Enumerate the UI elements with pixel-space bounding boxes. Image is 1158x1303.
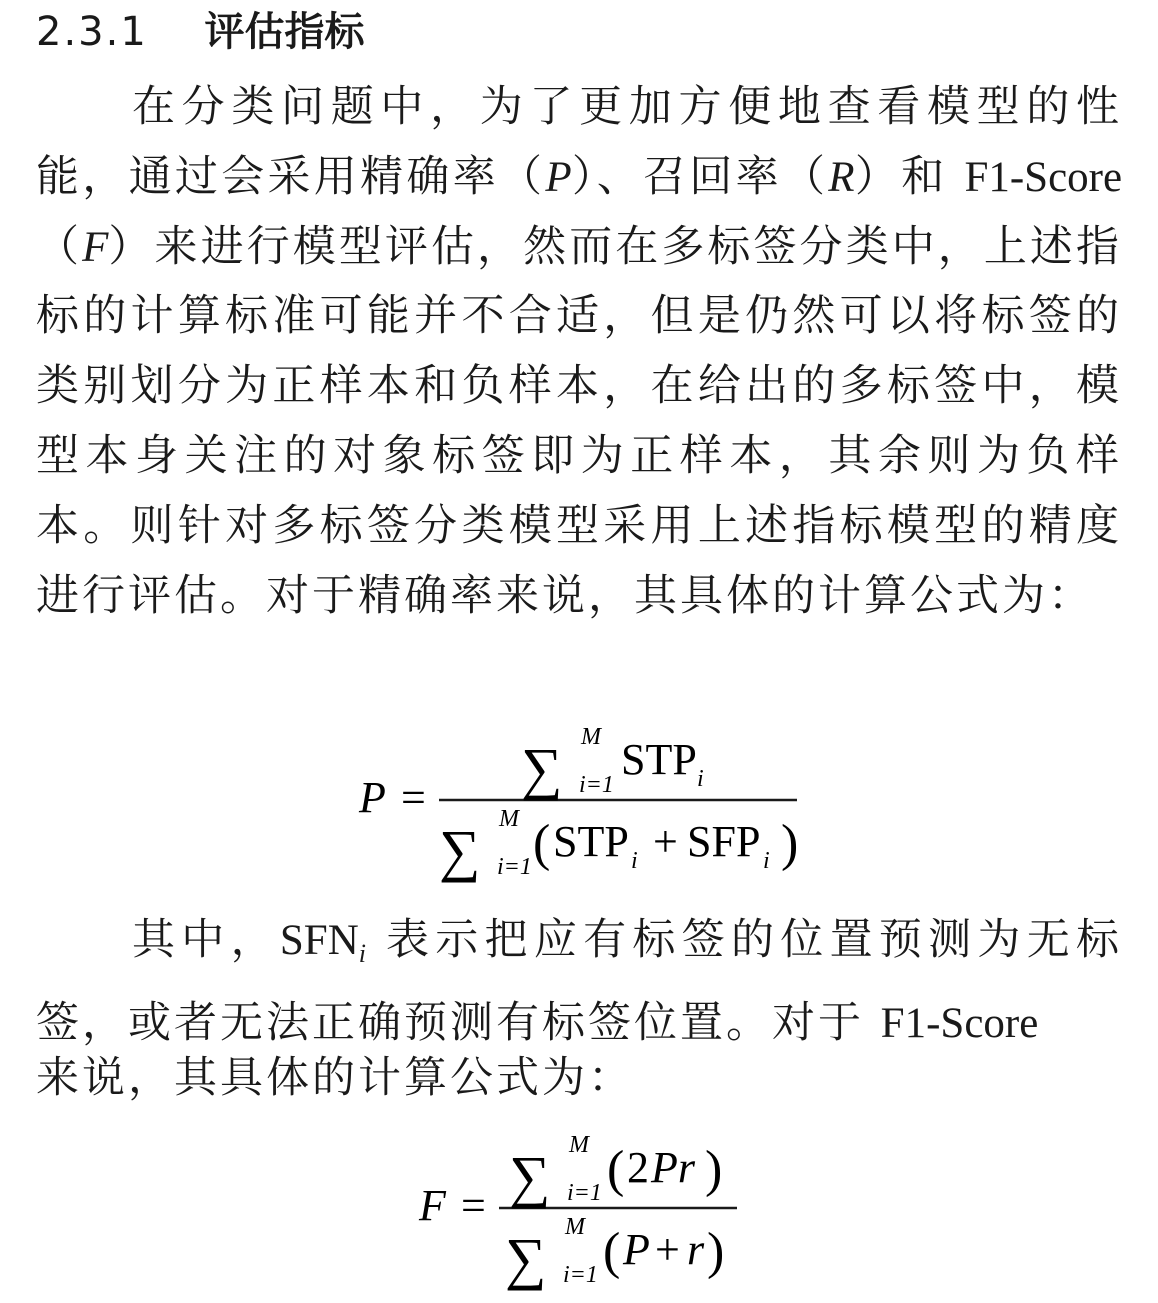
paragraph-text: 表示把应有标签的位置预测为无标签，或者无法正确预测有标签位置。对于 xyxy=(36,915,1123,1048)
numerator-sum-upper: M xyxy=(581,724,601,750)
variable-p: P xyxy=(545,153,572,201)
term-sfn: SFN xyxy=(279,917,359,964)
denominator-paren-open: ( xyxy=(603,1223,621,1280)
denominator-sum-lower: i=1 xyxy=(497,854,532,880)
denominator-term-sfp: SFP xyxy=(687,817,761,866)
denominator-paren-open: ( xyxy=(533,815,551,872)
numerator-sum-lower: i=1 xyxy=(579,772,614,798)
formula-equals: = xyxy=(461,1181,486,1230)
paragraph-text: 来进行模型评估，然而在多标签分类中，上述指标的计算标准可能并不合适，但是仍然可以将标签的类别划分为正样本和负样本，在给出的多标签中，模型本身关注的对象标签即为正样本，其余则为负样本。则针对多标签分类模型采用上述指标模型的精度进行评估。对于精确率来说，其具体的计算公式为： xyxy=(36,221,1123,621)
paren-close: ） xyxy=(108,221,155,272)
numerator-paren-close: ) xyxy=(705,1141,723,1198)
term-f1-score: F1-Score xyxy=(880,999,1039,1047)
numerator-term: STP xyxy=(621,735,697,784)
denominator-plus: + xyxy=(655,1225,680,1274)
formula-lhs-p: P xyxy=(359,773,386,822)
paragraph-metrics-intro xyxy=(36,73,1122,631)
numerator-subscript: i xyxy=(697,766,704,792)
variable-f: F xyxy=(82,223,109,271)
variable-r: R xyxy=(828,153,855,201)
denominator-sum-symbol: ∑ xyxy=(439,818,481,883)
denominator-term-r: r xyxy=(687,1225,705,1274)
denominator-sum-upper: M xyxy=(499,806,519,832)
denominator-plus: + xyxy=(653,817,678,866)
paragraph-text: 和 xyxy=(901,151,948,202)
paragraph-text: 、召回率 xyxy=(596,151,782,202)
formula-lhs-f: F xyxy=(419,1181,446,1230)
paren-open: （ xyxy=(36,221,83,272)
numerator-coefficient: 2 xyxy=(627,1143,649,1192)
paren-open: （ xyxy=(781,151,829,202)
numerator-paren-open: ( xyxy=(607,1141,625,1198)
denominator-sum-symbol: ∑ xyxy=(505,1226,547,1291)
denominator-term-stp: STP xyxy=(553,817,629,866)
paragraph-text: 其中， xyxy=(132,915,280,965)
section-heading xyxy=(36,2,365,62)
paragraph-sfn-definition xyxy=(36,906,1122,1059)
paren-close: ） xyxy=(854,151,902,202)
denominator-sum-lower: i=1 xyxy=(563,1262,598,1288)
paragraph-f1-intro xyxy=(36,1044,1122,1114)
paragraph-text: 在分类问题中，为了更加方便地查看模型的性能，通过会采用精确率 xyxy=(36,82,1122,202)
term-f1-score: F1-Score xyxy=(964,153,1123,201)
numerator-sum-symbol: ∑ xyxy=(509,1144,551,1209)
section-title: 评估指标 xyxy=(204,9,365,55)
denominator-subscript-2: i xyxy=(763,848,770,874)
paragraph-text: 来说，其具体的计算公式为： xyxy=(36,1053,634,1103)
paren-close: ） xyxy=(571,151,597,202)
numerator-sum-upper: M xyxy=(569,1132,589,1158)
section-number: 2.3.1 xyxy=(36,9,148,55)
numerator-sum-lower: i=1 xyxy=(567,1180,602,1206)
precision-formula xyxy=(355,720,815,890)
formula-equals: = xyxy=(401,773,426,822)
paren-open: （ xyxy=(499,151,546,202)
denominator-term-p: P xyxy=(623,1225,650,1274)
denominator-paren-close: ) xyxy=(781,815,799,872)
denominator-sum-upper: M xyxy=(565,1214,585,1240)
denominator-paren-close: ) xyxy=(707,1223,725,1280)
numerator-sum-symbol: ∑ xyxy=(521,736,563,801)
numerator-term: Pr xyxy=(651,1143,695,1192)
f1-formula xyxy=(415,1128,755,1298)
denominator-subscript-1: i xyxy=(631,848,638,874)
term-sfn-subscript: i xyxy=(358,939,366,968)
